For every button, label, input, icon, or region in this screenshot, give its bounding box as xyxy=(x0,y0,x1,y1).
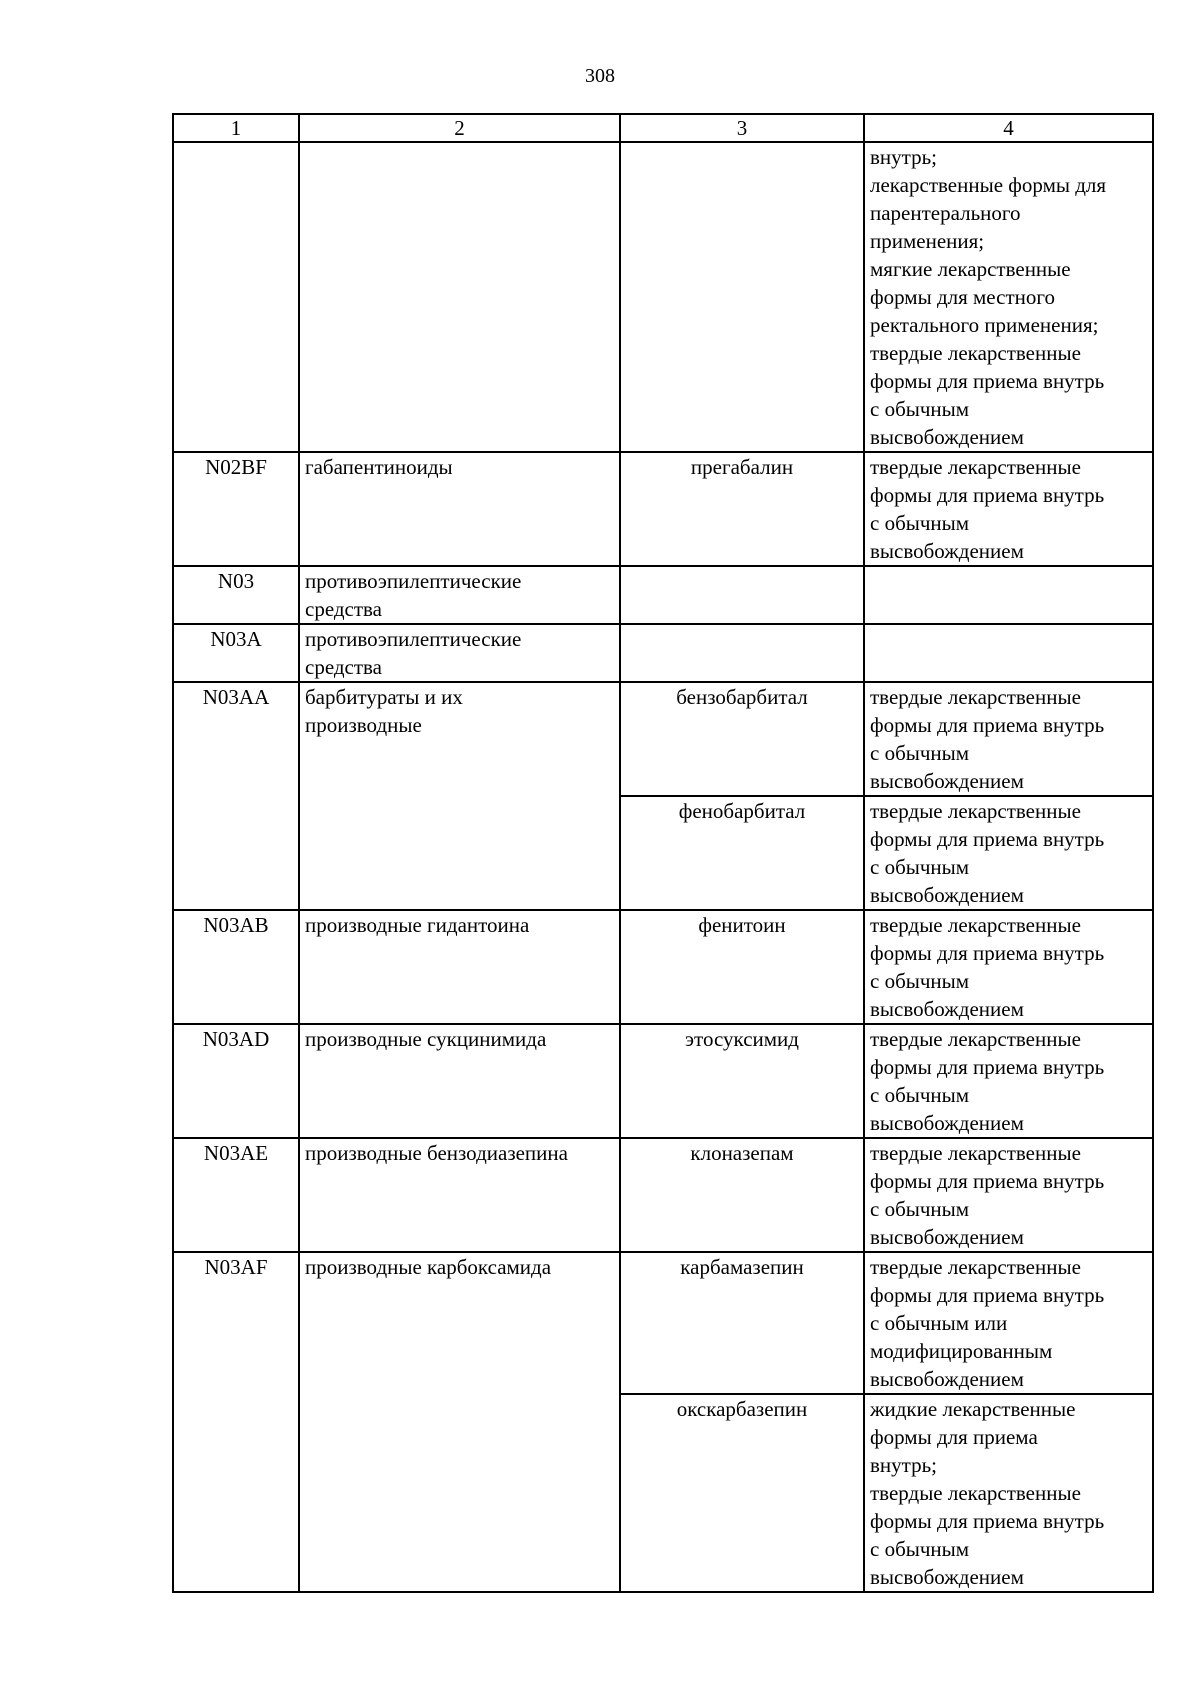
form-line: твердые лекарственные xyxy=(870,1255,1081,1279)
group-line: противоэпилептические xyxy=(305,627,522,651)
form-line: с обычным xyxy=(870,1537,970,1561)
form-line: формы для приема внутрь xyxy=(870,827,1105,851)
form-line: высвобождением xyxy=(870,1367,1024,1391)
header-cell: 3 xyxy=(620,114,864,142)
table-row xyxy=(173,452,1153,566)
table-row xyxy=(173,566,1153,624)
form-line: мягкие лекарственные xyxy=(870,257,1071,281)
form-line: высвобождением xyxy=(870,1565,1024,1589)
group-line: производные xyxy=(305,713,422,737)
table-row xyxy=(173,1024,1153,1138)
drug-cell: клоназепам xyxy=(620,1138,864,1252)
group-cell: производные гидантоина xyxy=(299,910,620,1024)
form-line: высвобождением xyxy=(870,883,1024,907)
table-row xyxy=(173,142,1153,452)
form-cell xyxy=(864,910,1153,1024)
drug-cell: бензобарбитал xyxy=(620,682,864,796)
drug-cell xyxy=(620,624,864,682)
form-line: твердые лекарственные xyxy=(870,1481,1081,1505)
form-line: высвобождением xyxy=(870,1111,1024,1135)
form-line: с обычным xyxy=(870,969,970,993)
form-line: формы для местного xyxy=(870,285,1055,309)
form-line: формы для приема внутрь xyxy=(870,1169,1105,1193)
form-line: твердые лекарственные xyxy=(870,799,1081,823)
header-cell: 1 xyxy=(173,114,299,142)
code-cell: N03AA xyxy=(173,682,299,910)
form-cell xyxy=(864,566,1153,624)
drug-cell: окскарбазепин xyxy=(620,1394,864,1592)
group-cell: габапентиноиды xyxy=(299,452,620,566)
code-cell: N03 xyxy=(173,566,299,624)
form-line: твердые лекарственные xyxy=(870,341,1081,365)
form-line: ректального применения; xyxy=(870,313,1099,337)
group-cell: производные сукцинимида xyxy=(299,1024,620,1138)
form-cell xyxy=(864,142,1153,452)
code-cell: N03A xyxy=(173,624,299,682)
code-cell: N03AD xyxy=(173,1024,299,1138)
group-line: средства xyxy=(305,597,383,621)
table-row xyxy=(173,1252,1153,1394)
group-cell xyxy=(299,566,620,624)
table-row xyxy=(173,624,1153,682)
drug-table xyxy=(172,113,1154,1593)
form-line: формы для приема внутрь xyxy=(870,941,1105,965)
code-cell: N02BF xyxy=(173,452,299,566)
group-cell xyxy=(299,624,620,682)
table-header-row xyxy=(173,114,1153,142)
table-row xyxy=(173,682,1153,796)
form-line: с обычным xyxy=(870,511,970,535)
form-line: твердые лекарственные xyxy=(870,685,1081,709)
form-line: модифицированным xyxy=(870,1339,1053,1363)
drug-cell: фенитоин xyxy=(620,910,864,1024)
form-cell xyxy=(864,624,1153,682)
table-row xyxy=(173,1138,1153,1252)
header-cell: 4 xyxy=(864,114,1153,142)
group-line: средства xyxy=(305,655,383,679)
form-line: применения; xyxy=(870,229,985,253)
form-line: формы для приема внутрь xyxy=(870,713,1105,737)
form-line: с обычным xyxy=(870,397,970,421)
group-cell xyxy=(299,682,620,910)
form-line: формы для приема внутрь xyxy=(870,483,1105,507)
form-line: высвобождением xyxy=(870,997,1024,1021)
form-cell xyxy=(864,452,1153,566)
form-line: формы для приема xyxy=(870,1425,1038,1449)
form-line: высвобождением xyxy=(870,769,1024,793)
header-cell: 2 xyxy=(299,114,620,142)
group-cell: производные карбоксамида xyxy=(299,1252,620,1592)
form-line: с обычным xyxy=(870,855,970,879)
form-line: с обычным xyxy=(870,741,970,765)
form-cell xyxy=(864,682,1153,796)
form-line: жидкие лекарственные xyxy=(870,1397,1076,1421)
code-cell: N03AF xyxy=(173,1252,299,1592)
drug-cell: этосуксимид xyxy=(620,1024,864,1138)
form-line: парентерального xyxy=(870,201,1021,225)
drug-cell xyxy=(620,566,864,624)
form-line: с обычным xyxy=(870,1083,970,1107)
form-line: высвобождением xyxy=(870,539,1024,563)
form-line: твердые лекарственные xyxy=(870,455,1081,479)
drug-cell: карбамазепин xyxy=(620,1252,864,1394)
code-cell: N03AB xyxy=(173,910,299,1024)
table-row xyxy=(173,910,1153,1024)
drug-cell: прегабалин xyxy=(620,452,864,566)
form-line: с обычным или xyxy=(870,1311,1008,1335)
form-line: формы для приема внутрь xyxy=(870,369,1105,393)
form-line: формы для приема внутрь xyxy=(870,1283,1105,1307)
code-cell: N03AE xyxy=(173,1138,299,1252)
group-cell: производные бензодиазепина xyxy=(299,1138,620,1252)
form-cell xyxy=(864,1024,1153,1138)
form-cell xyxy=(864,1394,1153,1592)
form-cell xyxy=(864,1138,1153,1252)
form-line: твердые лекарственные xyxy=(870,1027,1081,1051)
form-line: высвобождением xyxy=(870,1225,1024,1249)
form-line: формы для приема внутрь xyxy=(870,1509,1105,1533)
form-cell xyxy=(864,1252,1153,1394)
code-cell xyxy=(173,142,299,452)
form-line: формы для приема внутрь xyxy=(870,1055,1105,1079)
group-cell xyxy=(299,142,620,452)
form-line: твердые лекарственные xyxy=(870,1141,1081,1165)
form-line: с обычным xyxy=(870,1197,970,1221)
page-number: 308 xyxy=(585,65,615,87)
form-line: внутрь; xyxy=(870,1453,937,1477)
form-line: высвобождением xyxy=(870,425,1024,449)
form-line: внутрь; xyxy=(870,145,937,169)
form-cell xyxy=(864,796,1153,910)
drug-cell: фенобарбитал xyxy=(620,796,864,910)
form-line: твердые лекарственные xyxy=(870,913,1081,937)
drug-cell xyxy=(620,142,864,452)
group-line: барбитураты и их xyxy=(305,685,463,709)
form-line: лекарственные формы для xyxy=(870,173,1107,197)
group-line: противоэпилептические xyxy=(305,569,522,593)
